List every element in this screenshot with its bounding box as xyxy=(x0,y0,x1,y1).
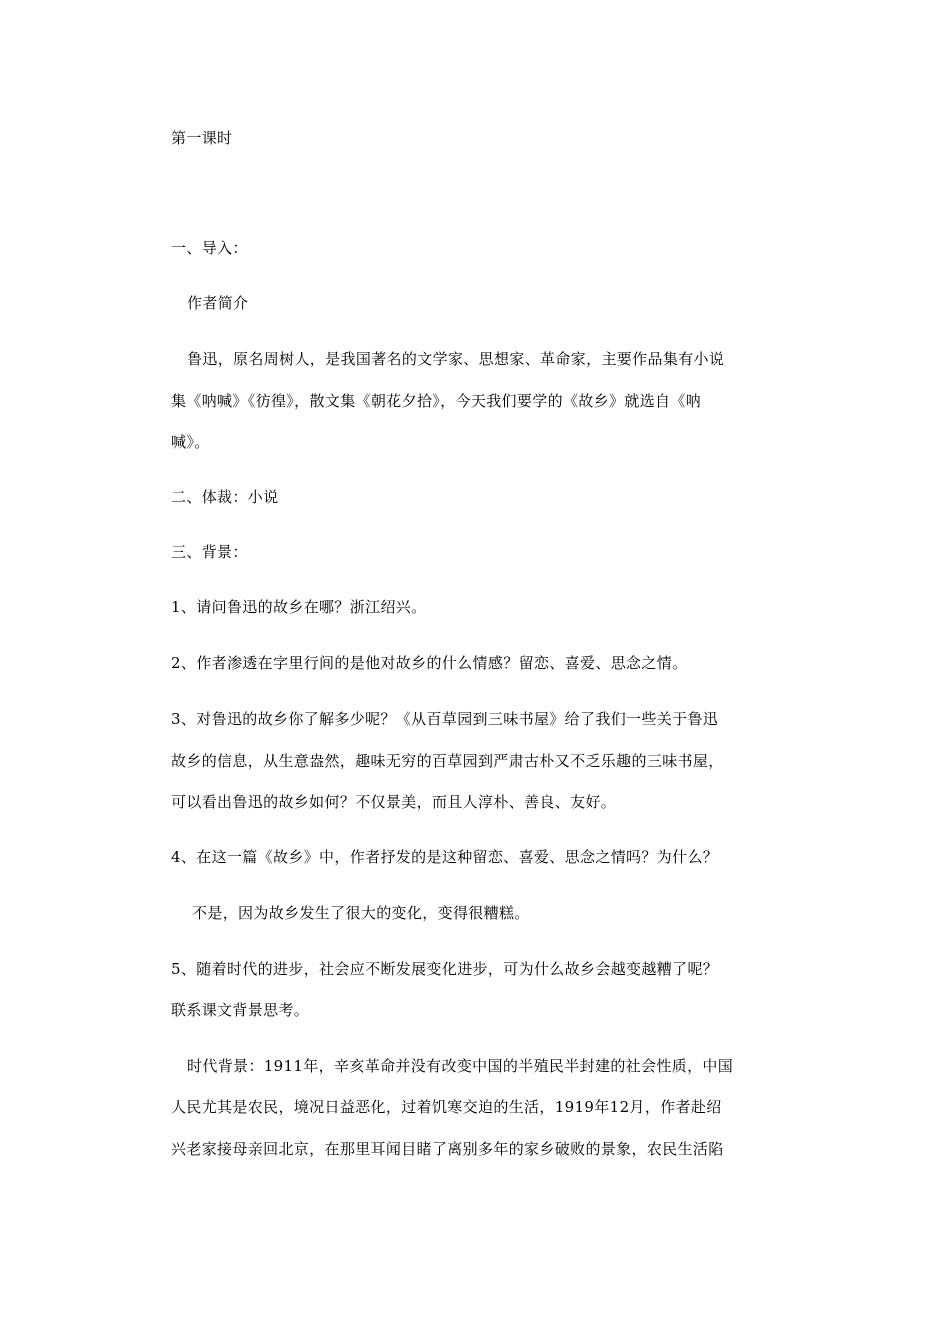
section-background-heading: 三、背景： xyxy=(171,543,248,561)
question-4: 4、在这一篇《故乡》中，作者抒发的是这种留恋、喜爱、思念之情吗？为什么？ xyxy=(171,848,719,866)
author-paragraph-line: 喊》。 xyxy=(171,433,210,451)
question-5-line: 联系课文背景思考。 xyxy=(171,1001,310,1019)
author-paragraph-line: 集《呐喊》《彷徨》，散文集《朝花夕拾》，今天我们要学的《故乡》就选自《呐 xyxy=(171,392,702,410)
author-paragraph-line: 鲁迅，原名周树人，是我国著名的文学家、思想家、革命家，主要作品集有小说 xyxy=(187,350,725,368)
author-intro-subheading: 作者简介 xyxy=(187,294,249,312)
answer-4: 不是，因为故乡发生了很大的变化，变得很糟糕。 xyxy=(192,904,530,922)
section-intro-heading: 一、导入： xyxy=(171,239,248,257)
question-1: 1、请问鲁迅的故乡在哪？浙江绍兴。 xyxy=(171,598,427,616)
lesson-heading: 第一课时 xyxy=(171,129,233,147)
historical-background-line: 时代背景：1911年，辛亥革命并没有改变中国的半殖民半封建的社会性质，中国 xyxy=(187,1057,734,1075)
section-genre-heading: 二、体裁：小说 xyxy=(171,488,279,506)
question-3-line: 故乡的信息，从生意盎然，趣味无穷的百草园到严肃古朴又不乏乐趣的三味书屋， xyxy=(171,752,724,770)
question-5-line: 5、随着时代的进步，社会应不断发展变化进步，可为什么故乡会越变越糟了呢？ xyxy=(171,960,719,978)
historical-background-line: 兴老家接母亲回北京，在那里耳闻目睹了离别多年的家乡破败的景象，农民生活陷 xyxy=(171,1140,724,1158)
question-3-line: 3、对鲁迅的故乡你了解多少呢？《从百草园到三味书屋》给了我们一些关于鲁迅 xyxy=(171,710,719,728)
question-2: 2、作者渗透在字里行间的是他对故乡的什么情感？留恋、喜爱、思念之情。 xyxy=(171,654,688,672)
historical-background-line: 人民尤其是农民，境况日益恶化，过着饥寒交迫的生活，1919年12月，作者赴绍 xyxy=(171,1098,722,1116)
question-3-line: 可以看出鲁迅的故乡如何？不仅景美，而且人淳朴、善良、友好。 xyxy=(171,793,617,811)
